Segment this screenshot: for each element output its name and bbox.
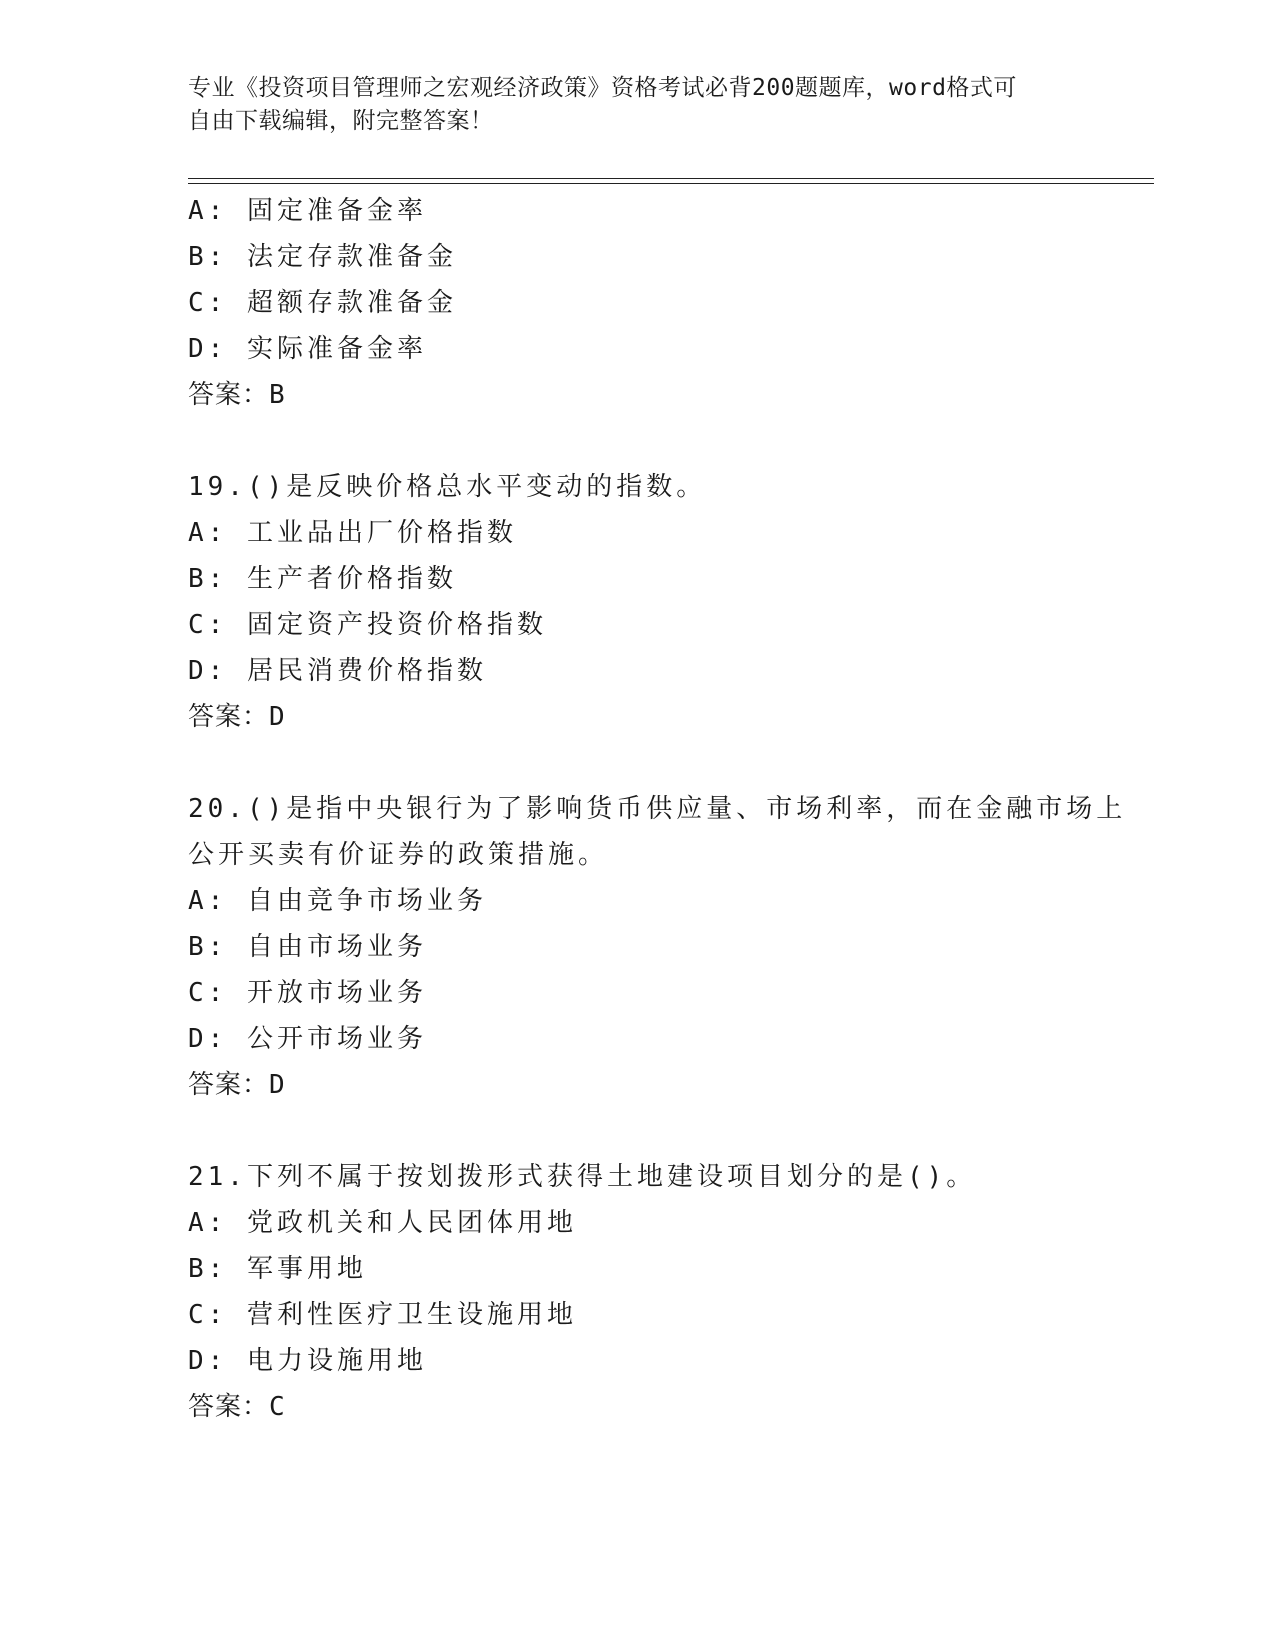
q20-stem-line-1: 20.()是指中央银行为了影响货币供应量、市场利率，而在金融市场上 [188, 794, 1127, 824]
q18-option-d: D: 实际准备金率 [188, 334, 427, 364]
q21-option-b: B: 军事用地 [188, 1254, 367, 1284]
q20-option-c: C: 开放市场业务 [188, 978, 427, 1008]
q19-answer: 答案：D [188, 702, 286, 732]
question-18-options [188, 188, 1088, 418]
q18-option-b: B: 法定存款准备金 [188, 242, 457, 272]
q19-option-c: C: 固定资产投资价格指数 [188, 610, 547, 640]
q21-option-d: D: 电力设施用地 [188, 1346, 427, 1376]
question-21 [188, 1154, 1088, 1430]
header-line-1: 专业《投资项目管理师之宏观经济政策》资格考试必背200题题库，word格式可 [188, 75, 1017, 101]
header-divider-bottom [188, 183, 1154, 184]
q20-option-d: D: 公开市场业务 [188, 1024, 427, 1054]
q18-option-c: C: 超额存款准备金 [188, 288, 457, 318]
document-header [188, 72, 1088, 138]
spacer [188, 740, 1088, 786]
q18-option-a: A: 固定准备金率 [188, 196, 427, 226]
spacer [188, 418, 1088, 464]
spacer [188, 1108, 1088, 1154]
q21-stem: 21.下列不属于按划拨形式获得土地建设项目划分的是()。 [188, 1162, 977, 1192]
q21-answer: 答案：C [188, 1392, 286, 1422]
q20-stem-line-2: 公开买卖有价证券的政策措施。 [188, 840, 609, 870]
q20-answer: 答案：D [188, 1070, 286, 1100]
q20-option-a: A: 自由竞争市场业务 [188, 886, 487, 916]
question-19 [188, 464, 1088, 740]
q18-answer: 答案：B [188, 380, 286, 410]
q19-stem: 19.()是反映价格总水平变动的指数。 [188, 472, 707, 502]
question-20 [188, 786, 1127, 1108]
header-line-2: 自由下载编辑，附完整答案！ [188, 108, 494, 134]
q19-option-d: D: 居民消费价格指数 [188, 656, 487, 686]
q19-option-b: B: 生产者价格指数 [188, 564, 457, 594]
q19-option-a: A: 工业品出厂价格指数 [188, 518, 517, 548]
question-content [188, 188, 1127, 1430]
q21-option-c: C: 营利性医疗卫生设施用地 [188, 1300, 577, 1330]
q21-option-a: A: 党政机关和人民团体用地 [188, 1208, 577, 1238]
header-divider-top [188, 178, 1154, 179]
q20-option-b: B: 自由市场业务 [188, 932, 427, 962]
